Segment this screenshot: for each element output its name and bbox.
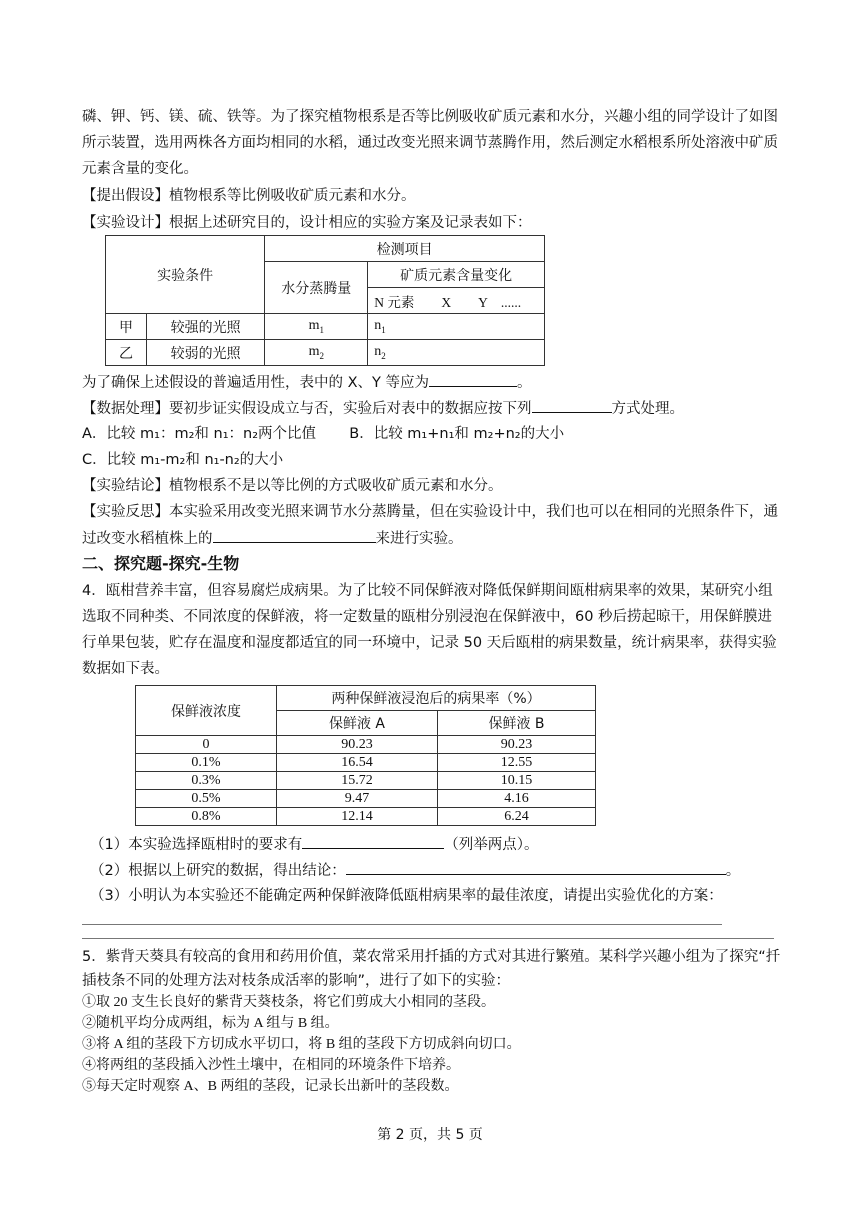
concentration-cell: 0.3% bbox=[136, 772, 277, 790]
q3-hypothesis: 【提出假设】植物根系等比例吸收矿质元素和水分。 bbox=[82, 188, 416, 204]
q3-conclusion: 【实验结论】植物根系不是以等比例的方式吸收矿质元素和水分。 bbox=[82, 478, 503, 494]
subquestion-1-blank[interactable] bbox=[302, 834, 444, 849]
q3-intro-line-2: 所示装置，选用两株各方面均相同的水稻，通过改变光照来调节蒸腾作用，然后测定水稻根系所处溶液中矿质 bbox=[82, 135, 778, 151]
mineral-header: 矿质元素含量变化 bbox=[368, 262, 545, 288]
q3-reflection-2: 过改变水稻植株上的 来进行实验。 bbox=[82, 528, 782, 549]
q5-step: ②随机平均分成两组，标为 A 组与 B 组。 bbox=[82, 1016, 339, 1031]
condition-header: 实验条件 bbox=[106, 236, 265, 314]
rate-a-cell: 15.72 bbox=[277, 772, 438, 790]
q4-subquestion-2: （2）根据以上研究的数据，得出结论： 。 bbox=[90, 860, 790, 881]
q4-para-3: 行单果包装，贮存在温度和湿度都适宜的同一环境中，记录 50 天后瓯柑的病果数量，统计病果率，获得实验 bbox=[82, 635, 777, 651]
rate-b-cell: 6.24 bbox=[438, 808, 596, 826]
q5-step: ①取 20 支生长良好的紫背天葵枝条，将它们剪成大小相同的茎段。 bbox=[82, 995, 495, 1010]
mineral-value-cell: $n_1$ bbox=[368, 314, 545, 340]
section-divider bbox=[82, 938, 774, 939]
q4-para-2: 选取不同种类、不同浓度的保鲜液，将一定数量的瓯柑分别浸泡在保鲜液中，60 秒后捞起晾干，用保鲜膜进 bbox=[82, 609, 773, 625]
water-header: 水分蒸腾量 bbox=[265, 262, 368, 314]
preservative-b-header: 保鲜液 B bbox=[438, 711, 596, 736]
section-title: 二、探究题-探究-生物 bbox=[82, 554, 240, 573]
q5-para-1: 5．紫背天葵具有较高的食用和药用价值，菜农常采用扦插的方式对其进行繁殖。某科学兴趣小组为了探究“扦 bbox=[82, 949, 781, 965]
group-cell: 甲 bbox=[106, 314, 147, 340]
q4-subquestion-3: （3）小明认为本实验还不能确定两种保鲜液降低瓯柑病果率的最佳浓度，请提出实验优化的方案： bbox=[90, 888, 723, 904]
group-cell: 乙 bbox=[106, 340, 147, 366]
concentration-cell: 0.1% bbox=[136, 754, 277, 772]
table-row bbox=[106, 314, 545, 340]
processing-answer-blank[interactable] bbox=[532, 398, 612, 413]
q4-subquestion-1: （1）本实验选择瓯柑时的要求有 （列举两点）。 bbox=[90, 834, 790, 855]
option-a: A．比较 m₁：m₂和 n₁：n₂两个比值 bbox=[82, 426, 317, 442]
q4-para-4: 数据如下表。 bbox=[82, 661, 169, 677]
q3-options-ab bbox=[82, 424, 782, 444]
experiment-design-table bbox=[105, 235, 545, 366]
reflection-answer-blank[interactable] bbox=[213, 528, 376, 543]
q5-step: ⑤每天定时观察 A、B 两组的茎段，记录长出新叶的茎段数。 bbox=[82, 1079, 459, 1094]
water-value-cell: $m_2$ bbox=[265, 340, 368, 366]
table-row bbox=[136, 754, 596, 772]
xy-answer-blank[interactable] bbox=[429, 372, 517, 387]
concentration-cell: 0.8% bbox=[136, 808, 277, 826]
q3-intro-line-1: 磷、钾、钙、镁、硫、铁等。为了探究植物根系是否等比例吸收矿质元素和水分，兴趣小组的同学设计了如图 bbox=[82, 109, 778, 125]
concentration-header: 保鲜液浓度 bbox=[136, 686, 277, 736]
concentration-cell: 0 bbox=[136, 736, 277, 754]
q5-step: ④将两组的茎段插入沙性土壤中，在相同的环境条件下培养。 bbox=[82, 1058, 460, 1073]
subquestion-2-blank[interactable] bbox=[346, 860, 726, 875]
option-c: C．比较 m₁-m₂和 n₁-n₂的大小 bbox=[82, 452, 284, 468]
detect-header: 检测项目 bbox=[265, 236, 545, 262]
concentration-cell: 0.5% bbox=[136, 790, 277, 808]
rate-a-cell: 90.23 bbox=[277, 736, 438, 754]
water-value-cell: $m_1$ bbox=[265, 314, 368, 340]
q3-intro-line-3: 元素含量的变化。 bbox=[82, 161, 198, 177]
page-footer: 第 2 页，共 5 页 bbox=[377, 1127, 483, 1143]
rate-b-cell: 90.23 bbox=[438, 736, 596, 754]
table-row bbox=[136, 808, 596, 826]
preservative-a-header: 保鲜液 A bbox=[277, 711, 438, 736]
q4-para-1: 4．瓯柑营养丰富，但容易腐烂成病果。为了比较不同保鲜液对降低保鲜期间瓯柑病果率的效果，某研究小组 bbox=[82, 583, 773, 599]
q3-reflection-1: 【实验反思】本实验采用改变光照来调节水分蒸腾量，但在实验设计中，我们也可以在相同的光照条件下，通 bbox=[82, 504, 778, 520]
rate-group-header: 两种保鲜液浸泡后的病果率（%） bbox=[277, 686, 596, 711]
q3-design: 【实验设计】根据上述研究目的，设计相应的实验方案及记录表如下： bbox=[82, 215, 532, 231]
rate-a-cell: 12.14 bbox=[277, 808, 438, 826]
table-row bbox=[136, 790, 596, 808]
preservative-table bbox=[135, 685, 596, 826]
mineral-value-cell: $n_2$ bbox=[368, 340, 545, 366]
answer-line[interactable] bbox=[82, 924, 722, 925]
option-b: B．比较 m₁+n₁和 m₂+n₂的大小 bbox=[349, 426, 565, 442]
table-row bbox=[136, 736, 596, 754]
q3-xy-prompt: 为了确保上述假设的普遍适用性，表中的 X、Y 等应为 。 bbox=[82, 372, 782, 393]
mineral-subheader: N 元素 X Y ...... bbox=[368, 288, 545, 314]
rate-a-cell: 9.47 bbox=[277, 790, 438, 808]
q3-data-processing: 【数据处理】要初步证实假设成立与否，实验后对表中的数据应按下列 方式处理。 bbox=[82, 398, 782, 419]
rate-a-cell: 16.54 bbox=[277, 754, 438, 772]
table-row bbox=[136, 772, 596, 790]
rate-b-cell: 12.55 bbox=[438, 754, 596, 772]
q5-para-2: 插枝条不同的处理方法对枝条成活率的影响”，进行了如下的实验： bbox=[82, 973, 511, 989]
table-row bbox=[106, 340, 545, 366]
rate-b-cell: 4.16 bbox=[438, 790, 596, 808]
q5-step: ③将 A 组的茎段下方切成水平切口，将 B 组的茎段下方切成斜向切口。 bbox=[82, 1037, 521, 1052]
rate-b-cell: 10.15 bbox=[438, 772, 596, 790]
light-cell: 较强的光照 bbox=[147, 314, 265, 340]
light-cell: 较弱的光照 bbox=[147, 340, 265, 366]
